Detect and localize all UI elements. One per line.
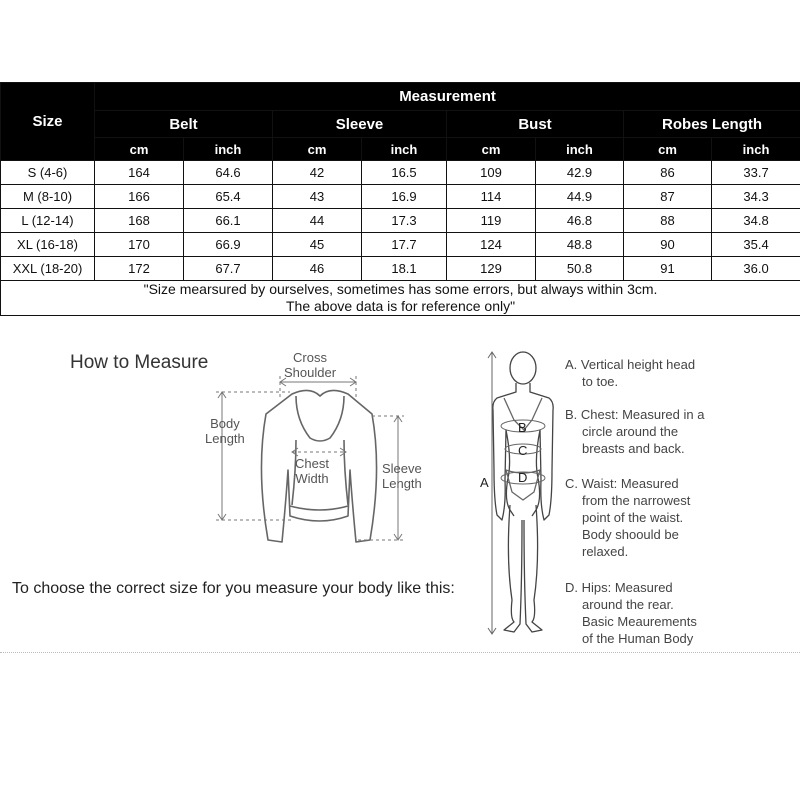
- value-cell: 86: [624, 161, 712, 185]
- group-header-bust: Bust: [447, 111, 624, 138]
- unit-header: inch: [536, 138, 624, 161]
- unit-header: cm: [273, 138, 362, 161]
- how-to-measure-title: How to Measure: [70, 352, 209, 373]
- chest-width-label: Chest Width: [295, 456, 329, 486]
- letter-d: D: [518, 470, 528, 485]
- measurement-header: Measurement: [95, 83, 800, 111]
- value-cell: 64.6: [184, 161, 273, 185]
- note-line-2: The above data is for reference only": [285, 298, 516, 314]
- size-header: Size: [1, 83, 95, 161]
- value-cell: 36.0: [712, 257, 800, 281]
- value-cell: 45: [273, 233, 362, 257]
- value-cell: 34.8: [712, 209, 800, 233]
- size-cell: L (12-14): [1, 209, 95, 233]
- group-header-robes-length: Robes Length: [624, 111, 800, 138]
- unit-header: cm: [447, 138, 536, 161]
- value-cell: 67.7: [184, 257, 273, 281]
- value-cell: 18.1: [362, 257, 447, 281]
- value-cell: 114: [447, 185, 536, 209]
- bottom-divider: [0, 652, 800, 653]
- body-length-label: Body Length: [205, 416, 245, 446]
- value-cell: 48.8: [536, 233, 624, 257]
- human-body-figure: [493, 352, 553, 632]
- value-cell: 50.8: [536, 257, 624, 281]
- value-cell: 16.5: [362, 161, 447, 185]
- value-cell: 109: [447, 161, 536, 185]
- value-cell: 42.9: [536, 161, 624, 185]
- sleeve-length-label: Sleeve Length: [382, 461, 422, 491]
- value-cell: 42: [273, 161, 362, 185]
- value-cell: 90: [624, 233, 712, 257]
- unit-header: inch: [184, 138, 273, 161]
- legend-c: C. Waist: Measured from the narrowest point of the waist. Body shoould be relaxed.: [565, 476, 691, 559]
- legend-d: D. Hips: Measured around the rear. Basic Meaurements of the Human Body: [565, 580, 697, 646]
- value-cell: 35.4: [712, 233, 800, 257]
- legend-b: B. Chest: Measured in a circle around the breasts and back.: [565, 407, 705, 456]
- value-cell: 166: [95, 185, 184, 209]
- value-cell: 91: [624, 257, 712, 281]
- value-cell: 164: [95, 161, 184, 185]
- value-cell: 66.1: [184, 209, 273, 233]
- letter-c: C: [518, 443, 528, 458]
- value-cell: 34.3: [712, 185, 800, 209]
- group-header-belt: Belt: [95, 111, 273, 138]
- value-cell: 129: [447, 257, 536, 281]
- value-cell: 170: [95, 233, 184, 257]
- value-cell: 17.3: [362, 209, 447, 233]
- value-cell: 33.7: [712, 161, 800, 185]
- unit-header: inch: [362, 138, 447, 161]
- value-cell: 119: [447, 209, 536, 233]
- value-cell: 65.4: [184, 185, 273, 209]
- size-cell: S (4-6): [1, 161, 95, 185]
- value-cell: 66.9: [184, 233, 273, 257]
- group-header-sleeve: Sleeve: [273, 111, 447, 138]
- note-line-1: "Size mearsured by ourselves, sometimes has some errors, but always within 3cm.: [143, 281, 658, 297]
- value-cell: 46: [273, 257, 362, 281]
- legend-a: A. Vertical height head to toe.: [565, 357, 696, 389]
- value-cell: 17.7: [362, 233, 447, 257]
- unit-header: cm: [624, 138, 712, 161]
- size-cell: XL (16-18): [1, 233, 95, 257]
- choose-size-instruction: To choose the correct size for you measure your body like this:: [12, 580, 455, 597]
- value-cell: 172: [95, 257, 184, 281]
- size-cell: XXL (18-20): [1, 257, 95, 281]
- value-cell: 168: [95, 209, 184, 233]
- value-cell: 43: [273, 185, 362, 209]
- value-cell: 87: [624, 185, 712, 209]
- value-cell: 46.8: [536, 209, 624, 233]
- value-cell: 44.9: [536, 185, 624, 209]
- unit-header: inch: [712, 138, 800, 161]
- unit-header: cm: [95, 138, 184, 161]
- value-cell: 16.9: [362, 185, 447, 209]
- letter-b: B: [518, 420, 527, 435]
- value-cell: 44: [273, 209, 362, 233]
- size-cell: M (8-10): [1, 185, 95, 209]
- value-cell: 124: [447, 233, 536, 257]
- cross-shoulder-label: Cross Shoulder: [284, 350, 337, 380]
- letter-a: A: [480, 475, 489, 490]
- value-cell: 88: [624, 209, 712, 233]
